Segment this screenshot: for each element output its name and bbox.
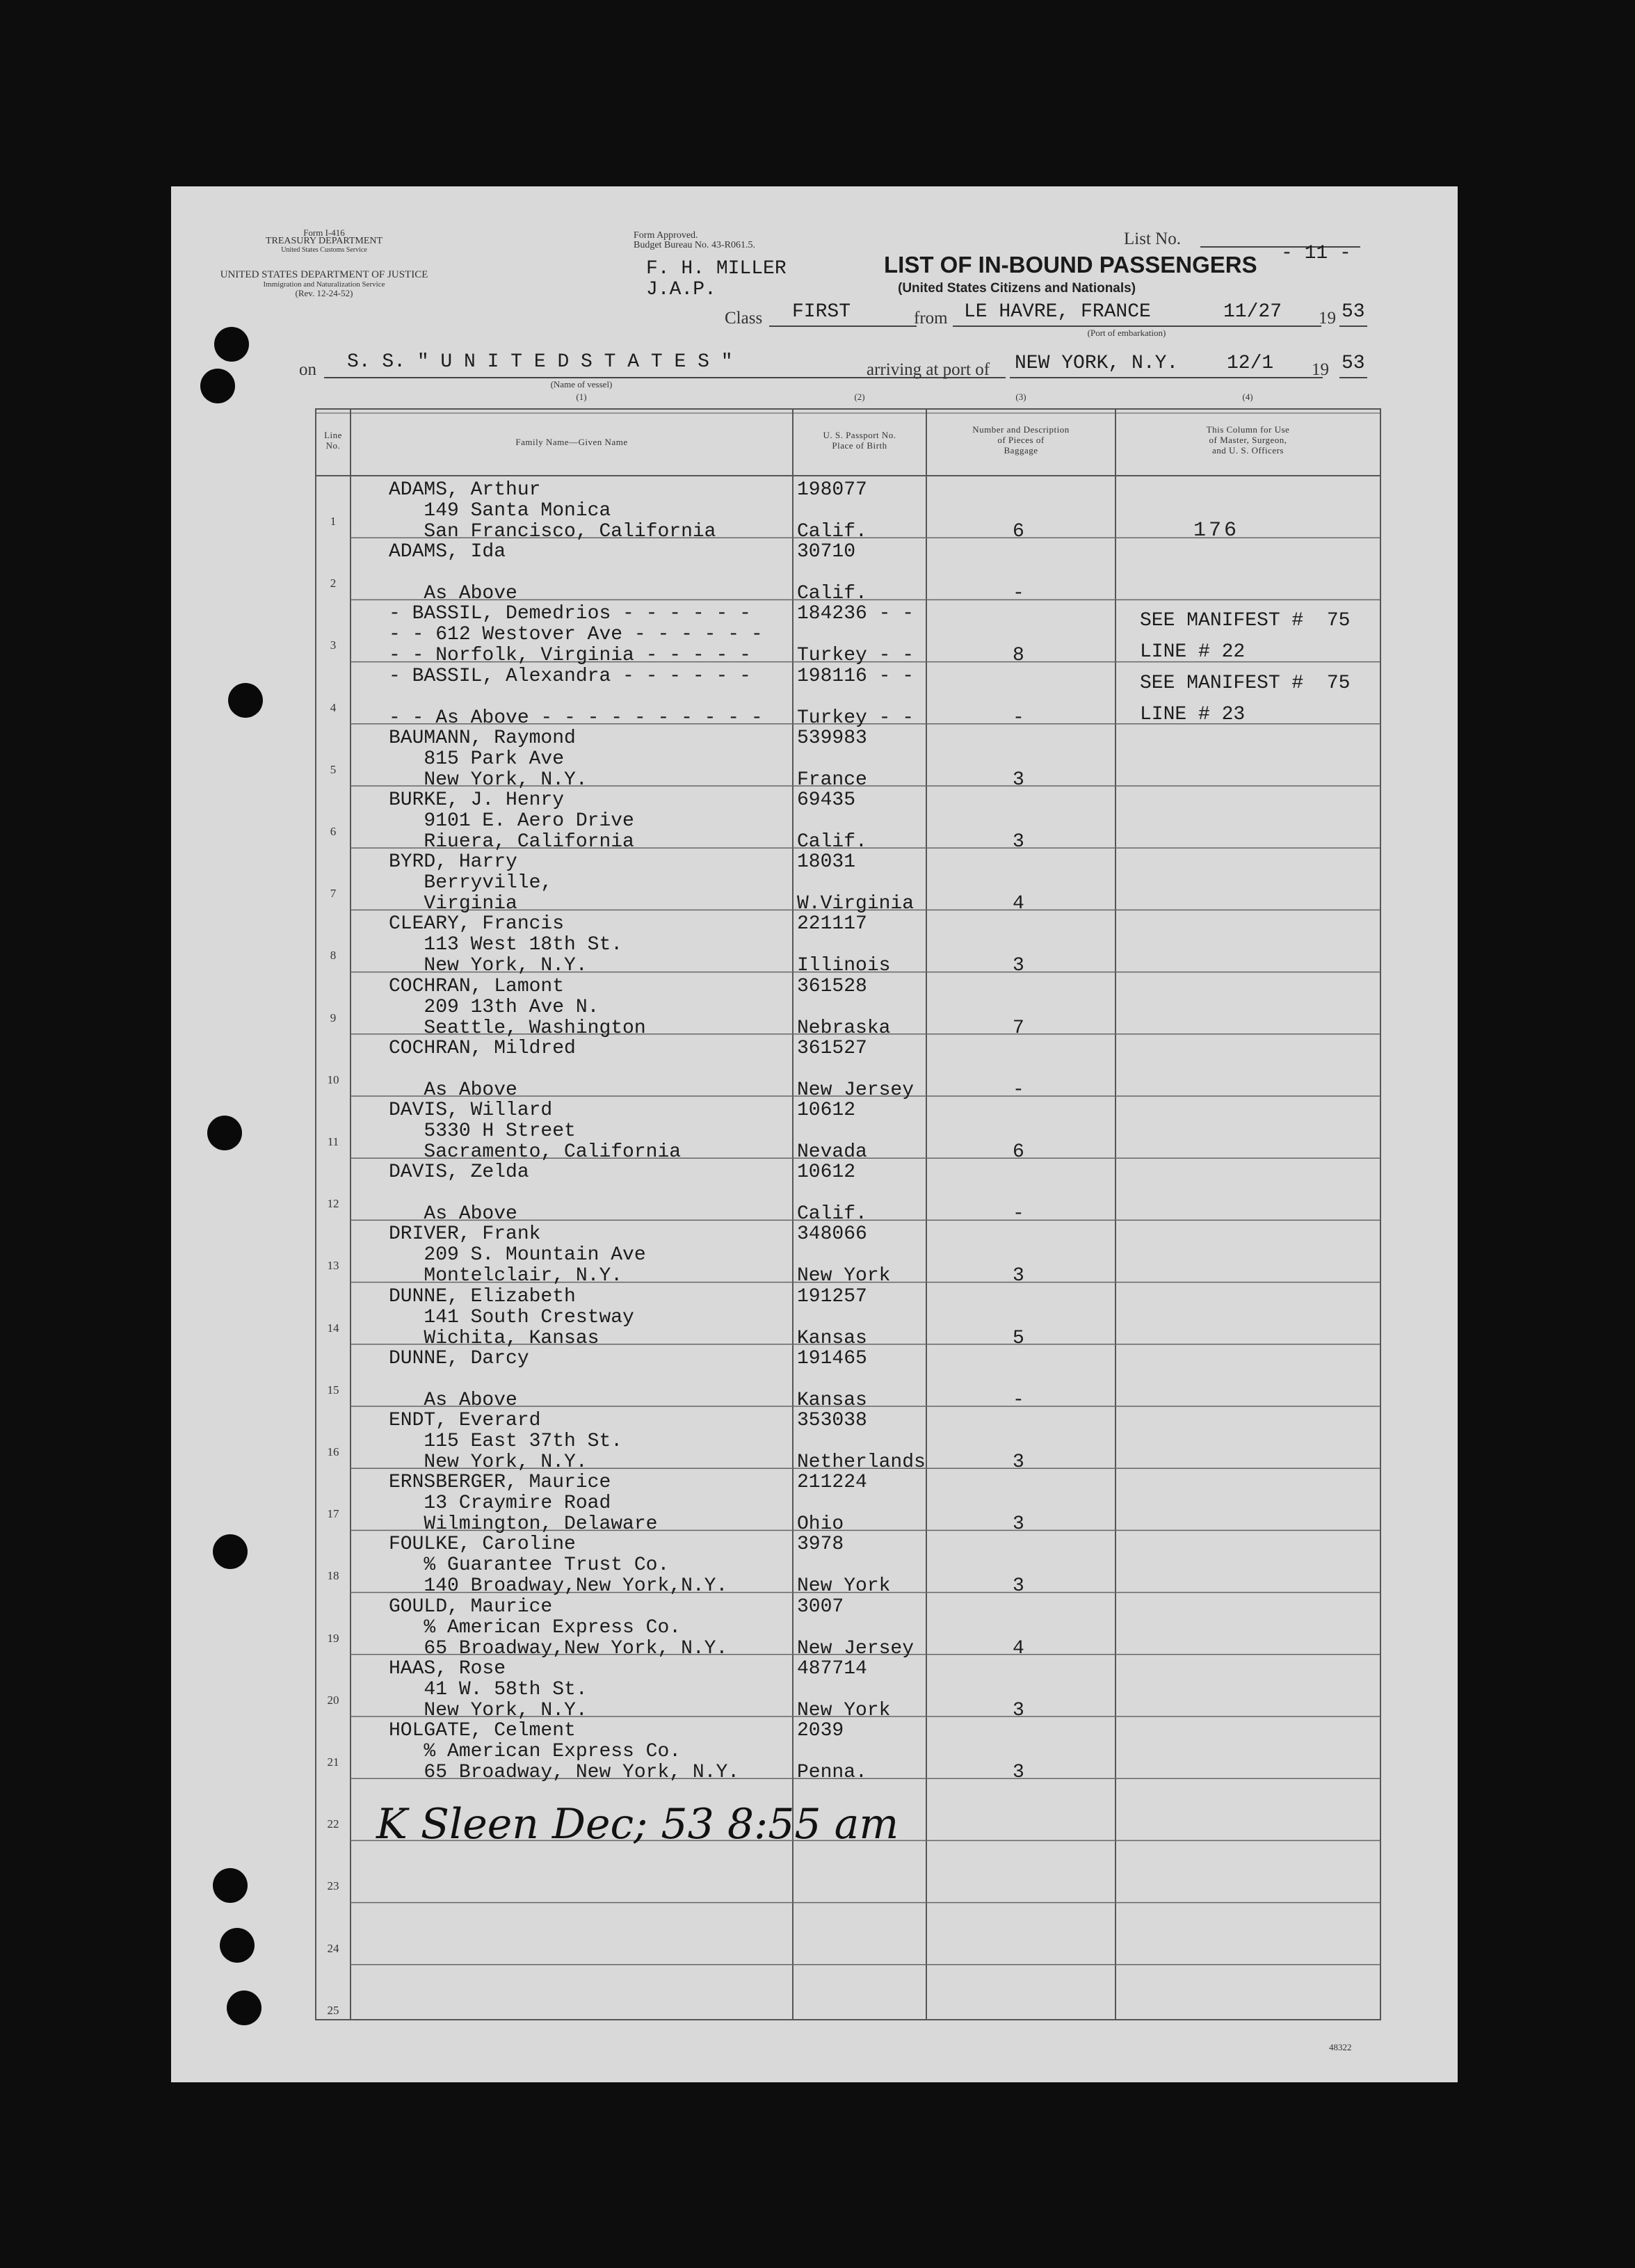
on-label: on: [299, 360, 316, 379]
baggage-count: 8: [1013, 645, 1024, 667]
form-approved: Form Approved.: [634, 230, 698, 241]
list-no-label: List No.: [1124, 230, 1181, 248]
line-number: 10: [327, 1072, 339, 1086]
form-number: Form I-416: [303, 227, 345, 238]
passport-number: 487714: [797, 1657, 867, 1680]
punch-hole: [214, 327, 249, 362]
justice-department: UNITED STATES DEPARTMENT OF JUSTICE: [220, 269, 428, 280]
passport-number: 3978: [797, 1534, 844, 1556]
passenger-address: - - As Above - - - - - - - - - -: [389, 707, 763, 729]
baggage-count: 3: [1013, 1699, 1024, 1721]
class-underline: [769, 325, 917, 327]
form-revision: (Rev. 12-24-52): [295, 288, 353, 298]
passport-number: 221117: [797, 913, 867, 935]
line-number: 4: [330, 700, 337, 714]
place-of-birth: Penna.: [797, 1762, 867, 1783]
line-number: 9: [330, 1011, 337, 1024]
class-value: FIRST: [792, 301, 851, 323]
baggage-count: -: [1013, 1389, 1024, 1411]
baggage-count: 3: [1013, 955, 1024, 977]
passenger-name: BYRD, Harry: [389, 851, 517, 874]
embarkation-caption: (Port of embarkation): [1087, 328, 1166, 338]
baggage-count: -: [1013, 583, 1024, 605]
col-marker-3: (3): [1015, 392, 1026, 402]
vessel-name: S. S. " U N I T E D S T A T E S ": [347, 351, 733, 373]
place-of-birth: Nevada: [797, 1141, 867, 1163]
customs-service: United States Customs Service: [281, 246, 367, 254]
line-number: 14: [327, 1321, 339, 1335]
passenger-address: Seattle, Washington: [389, 1017, 646, 1039]
passenger-name: ADAMS, Ida: [389, 541, 506, 563]
passport-number: 10612: [797, 1100, 856, 1121]
line-number: 6: [330, 825, 337, 838]
passenger-address: 9101 E. Aero Drive: [389, 810, 634, 832]
place-of-birth: New Jersey: [797, 1637, 915, 1659]
baggage-count: 3: [1013, 1762, 1024, 1783]
punch-hole: [228, 683, 263, 718]
passenger-address: 209 S. Mountain Ave: [389, 1244, 646, 1266]
line-number: 7: [330, 887, 337, 901]
officer-initials: J.A.P.: [646, 279, 716, 300]
line-number: 17: [327, 1507, 339, 1521]
header-line-no: Line No.: [324, 430, 342, 451]
arrival-year-underline: [1339, 377, 1367, 378]
passenger-address: - - 612 Westover Ave - - - - - -: [389, 624, 763, 646]
line-number: 11: [327, 1135, 339, 1148]
line-number: 22: [327, 1817, 339, 1831]
embark-year-underline: [1339, 325, 1367, 327]
passenger-address: Riuera, California: [389, 831, 634, 853]
passenger-address: 113 West 18th St.: [389, 934, 623, 956]
place-of-birth: New York: [797, 1699, 891, 1721]
place-of-birth: Nebraska: [797, 1017, 891, 1039]
col-marker-4: (4): [1242, 392, 1253, 402]
place-of-birth: Calif.: [797, 1203, 867, 1225]
passenger-address: New York, N.Y.: [389, 1699, 588, 1721]
punch-hole: [213, 1534, 248, 1569]
line-number: 15: [327, 1383, 339, 1397]
baggage-count: 6: [1013, 1141, 1024, 1163]
passenger-name: DRIVER, Frank: [389, 1223, 541, 1246]
place-of-birth: Calif.: [797, 583, 867, 605]
officer-name: F. H. MILLER: [646, 258, 787, 280]
passenger-address: New York, N.Y.: [389, 955, 588, 977]
manifest-subtitle: (United States Citizens and Nationals): [898, 281, 1136, 296]
baggage-count: -: [1013, 707, 1024, 729]
passenger-address: As Above: [389, 1203, 517, 1225]
arrival-underline: [1010, 377, 1323, 378]
passenger-address: 209 13th Ave N.: [389, 996, 599, 1018]
passenger-address: - - Norfolk, Virginia - - - - -: [389, 645, 751, 667]
baggage-count: 3: [1013, 1513, 1024, 1536]
place-of-birth: New Jersey: [797, 1079, 915, 1101]
officer-remark: 176: [1193, 519, 1240, 542]
baggage-count: -: [1013, 1079, 1024, 1101]
col-marker-2: (2): [854, 392, 865, 402]
place-of-birth: Turkey - -: [797, 707, 915, 729]
passport-number: 18031: [797, 851, 856, 874]
place-of-birth: Illinois: [797, 955, 891, 977]
line-number: 19: [327, 1631, 339, 1645]
baggage-count: 3: [1013, 1451, 1024, 1473]
place-of-birth: New York: [797, 1265, 891, 1287]
passenger-name: COCHRAN, Lamont: [389, 975, 565, 997]
baggage-count: 3: [1013, 1575, 1024, 1598]
passenger-address: 13 Craymire Road: [389, 1493, 611, 1515]
passport-number: 30710: [797, 541, 856, 563]
place-of-birth: France: [797, 769, 867, 791]
passport-number: 353038: [797, 1410, 867, 1431]
baggage-count: 5: [1013, 1327, 1024, 1349]
header-officers: This Column for Use of Master, Surgeon, and U. S. Officers: [1206, 424, 1290, 456]
passenger-name: DAVIS, Willard: [389, 1100, 553, 1121]
passenger-address: As Above: [389, 1389, 517, 1411]
embark-year: 53: [1342, 301, 1365, 323]
embark-year-prefix: 19: [1319, 309, 1336, 328]
header-baggage: Number and Description of Pieces of Baggage: [972, 424, 1070, 456]
punch-hole: [200, 369, 235, 403]
passenger-address: 65 Broadway, New York, N.Y.: [389, 1762, 740, 1783]
handwritten-signature: K Sleen Dec; 53 8:55 am: [376, 1800, 899, 1849]
passport-number: 361527: [797, 1037, 867, 1059]
manifest-title: LIST OF IN-BOUND PASSENGERS: [884, 252, 1257, 278]
passport-number: 198077: [797, 479, 867, 501]
officer-remark: LINE # 23: [1140, 703, 1246, 725]
arrival-year-prefix: 19: [1312, 360, 1329, 379]
passenger-address: As Above: [389, 583, 517, 605]
punch-hole: [227, 1990, 261, 2025]
place-of-birth: New York: [797, 1575, 891, 1598]
place-of-birth: Calif.: [797, 831, 867, 853]
passport-number: 3007: [797, 1595, 844, 1618]
col-marker-1: (1): [576, 392, 587, 402]
baggage-count: -: [1013, 1203, 1024, 1225]
footer-form-number: 48322: [1329, 2042, 1352, 2052]
passenger-name: CLEARY, Francis: [389, 913, 565, 935]
place-of-birth: Ohio: [797, 1513, 844, 1536]
place-of-birth: Netherlands: [797, 1451, 926, 1473]
passport-number: 539983: [797, 727, 867, 749]
passenger-name: DAVIS, Zelda: [389, 1161, 529, 1184]
passenger-address: 65 Broadway,New York, N.Y.: [389, 1637, 728, 1659]
passport-number: 348066: [797, 1223, 867, 1246]
passenger-address: 149 Santa Monica: [389, 500, 611, 522]
place-of-birth: Kansas: [797, 1389, 867, 1411]
passport-number: 69435: [797, 789, 856, 811]
passenger-address: 115 East 37th St.: [389, 1431, 623, 1452]
line-number: 1: [330, 515, 337, 528]
place-of-birth: Turkey - -: [797, 645, 915, 667]
line-number: 5: [330, 762, 337, 776]
passenger-name: COCHRAN, Mildred: [389, 1037, 576, 1059]
punch-hole: [213, 1868, 248, 1903]
line-number: 3: [330, 638, 337, 652]
baggage-count: 3: [1013, 1265, 1024, 1287]
passenger-address: % American Express Co.: [389, 1616, 682, 1639]
line-number: 20: [327, 1693, 339, 1707]
passport-number: 2039: [797, 1720, 844, 1742]
line-number: 21: [327, 1755, 339, 1769]
manifest-page: [171, 186, 1458, 2082]
passenger-address: New York, N.Y.: [389, 1451, 588, 1473]
header-name: Family Name—Given Name: [515, 437, 628, 447]
passenger-name: - BASSIL, Alexandra - - - - - -: [389, 665, 751, 687]
punch-hole: [220, 1928, 255, 1963]
arrival-port: NEW YORK, N.Y.: [1015, 353, 1179, 374]
passenger-address: 5330 H Street: [389, 1120, 576, 1142]
passport-number: 211224: [797, 1472, 867, 1494]
vessel-caption: (Name of vessel): [550, 379, 613, 389]
passenger-address: 140 Broadway,New York,N.Y.: [389, 1575, 728, 1598]
from-label: from: [914, 309, 948, 328]
passenger-address: Berryville,: [389, 872, 553, 894]
passenger-address: Wilmington, Delaware: [389, 1513, 658, 1536]
list-number: - 11 -: [1281, 243, 1351, 264]
place-of-birth: Kansas: [797, 1327, 867, 1349]
line-number: 2: [330, 577, 337, 590]
passport-number: 361528: [797, 975, 867, 997]
officer-remark: SEE MANIFEST # 75: [1140, 672, 1351, 694]
passenger-address: Wichita, Kansas: [389, 1327, 599, 1349]
embark-date: 11/27: [1223, 301, 1282, 323]
passenger-address: Sacramento, California: [389, 1141, 682, 1163]
place-of-birth: W.Virginia: [797, 893, 915, 915]
passport-number: 198116 - -: [797, 665, 915, 687]
passenger-name: DUNNE, Elizabeth: [389, 1285, 576, 1308]
passenger-address: Virginia: [389, 893, 517, 915]
passenger-name: ENDT, Everard: [389, 1410, 541, 1431]
baggage-count: 4: [1013, 893, 1024, 915]
line-number: 24: [327, 1941, 339, 1955]
passenger-address: Montelclair, N.Y.: [389, 1265, 623, 1287]
passenger-name: HOLGATE, Celment: [389, 1720, 576, 1742]
class-label: Class: [725, 309, 763, 328]
passenger-name: GOULD, Maurice: [389, 1595, 553, 1618]
line-number: 8: [330, 949, 337, 963]
officer-remark: SEE MANIFEST # 75: [1140, 610, 1351, 632]
passenger-address: 815 Park Ave: [389, 748, 565, 770]
passenger-name: - BASSIL, Demedrios - - - - - -: [389, 603, 751, 625]
passenger-address: 141 South Crestway: [389, 1306, 634, 1328]
passenger-name: ERNSBERGER, Maurice: [389, 1472, 611, 1494]
line-number: 25: [327, 2003, 339, 2017]
passenger-address: % Guarantee Trust Co.: [389, 1554, 670, 1577]
treasury-department: TREASURY DEPARTMENT: [265, 236, 383, 246]
passenger-address: 41 W. 58th St.: [389, 1678, 588, 1700]
arrival-year: 53: [1342, 353, 1365, 374]
baggage-count: 6: [1013, 521, 1024, 542]
punch-hole: [207, 1116, 242, 1150]
passenger-name: ADAMS, Arthur: [389, 479, 541, 501]
baggage-count: 3: [1013, 769, 1024, 791]
baggage-count: 4: [1013, 1637, 1024, 1659]
line-number: 18: [327, 1569, 339, 1583]
table-grid: [171, 186, 1458, 2082]
baggage-count: 7: [1013, 1017, 1024, 1039]
line-number: 23: [327, 1879, 339, 1893]
passenger-address: As Above: [389, 1079, 517, 1101]
line-number: 13: [327, 1259, 339, 1273]
from-underline: [953, 325, 1321, 327]
passenger-name: DUNNE, Darcy: [389, 1347, 529, 1369]
header-passport: U. S. Passport No. Place of Birth: [823, 430, 896, 451]
passenger-address: San Francisco, California: [389, 521, 716, 542]
line-number: 12: [327, 1197, 339, 1211]
passport-number: 191257: [797, 1285, 867, 1308]
arriving-label: arriving at port of: [867, 360, 990, 379]
passenger-name: BURKE, J. Henry: [389, 789, 565, 811]
passport-number: 191465: [797, 1347, 867, 1369]
port-of-embarkation: LE HAVRE, FRANCE: [964, 301, 1151, 323]
passport-number: 184236 - -: [797, 603, 915, 625]
baggage-count: 3: [1013, 831, 1024, 853]
passenger-name: BAUMANN, Raymond: [389, 727, 576, 749]
line-number: 16: [327, 1445, 339, 1458]
passenger-name: HAAS, Rose: [389, 1657, 506, 1680]
passenger-name: FOULKE, Caroline: [389, 1534, 576, 1556]
ins-label: Immigration and Naturalization Service: [263, 280, 385, 289]
officer-remark: LINE # 22: [1140, 641, 1246, 663]
budget-bureau: Budget Bureau No. 43-R061.5.: [634, 240, 755, 250]
arrival-date: 12/1: [1227, 353, 1274, 374]
passenger-address: % American Express Co.: [389, 1741, 682, 1762]
passenger-address: New York, N.Y.: [389, 769, 588, 791]
place-of-birth: Calif.: [797, 521, 867, 542]
passport-number: 10612: [797, 1161, 856, 1184]
